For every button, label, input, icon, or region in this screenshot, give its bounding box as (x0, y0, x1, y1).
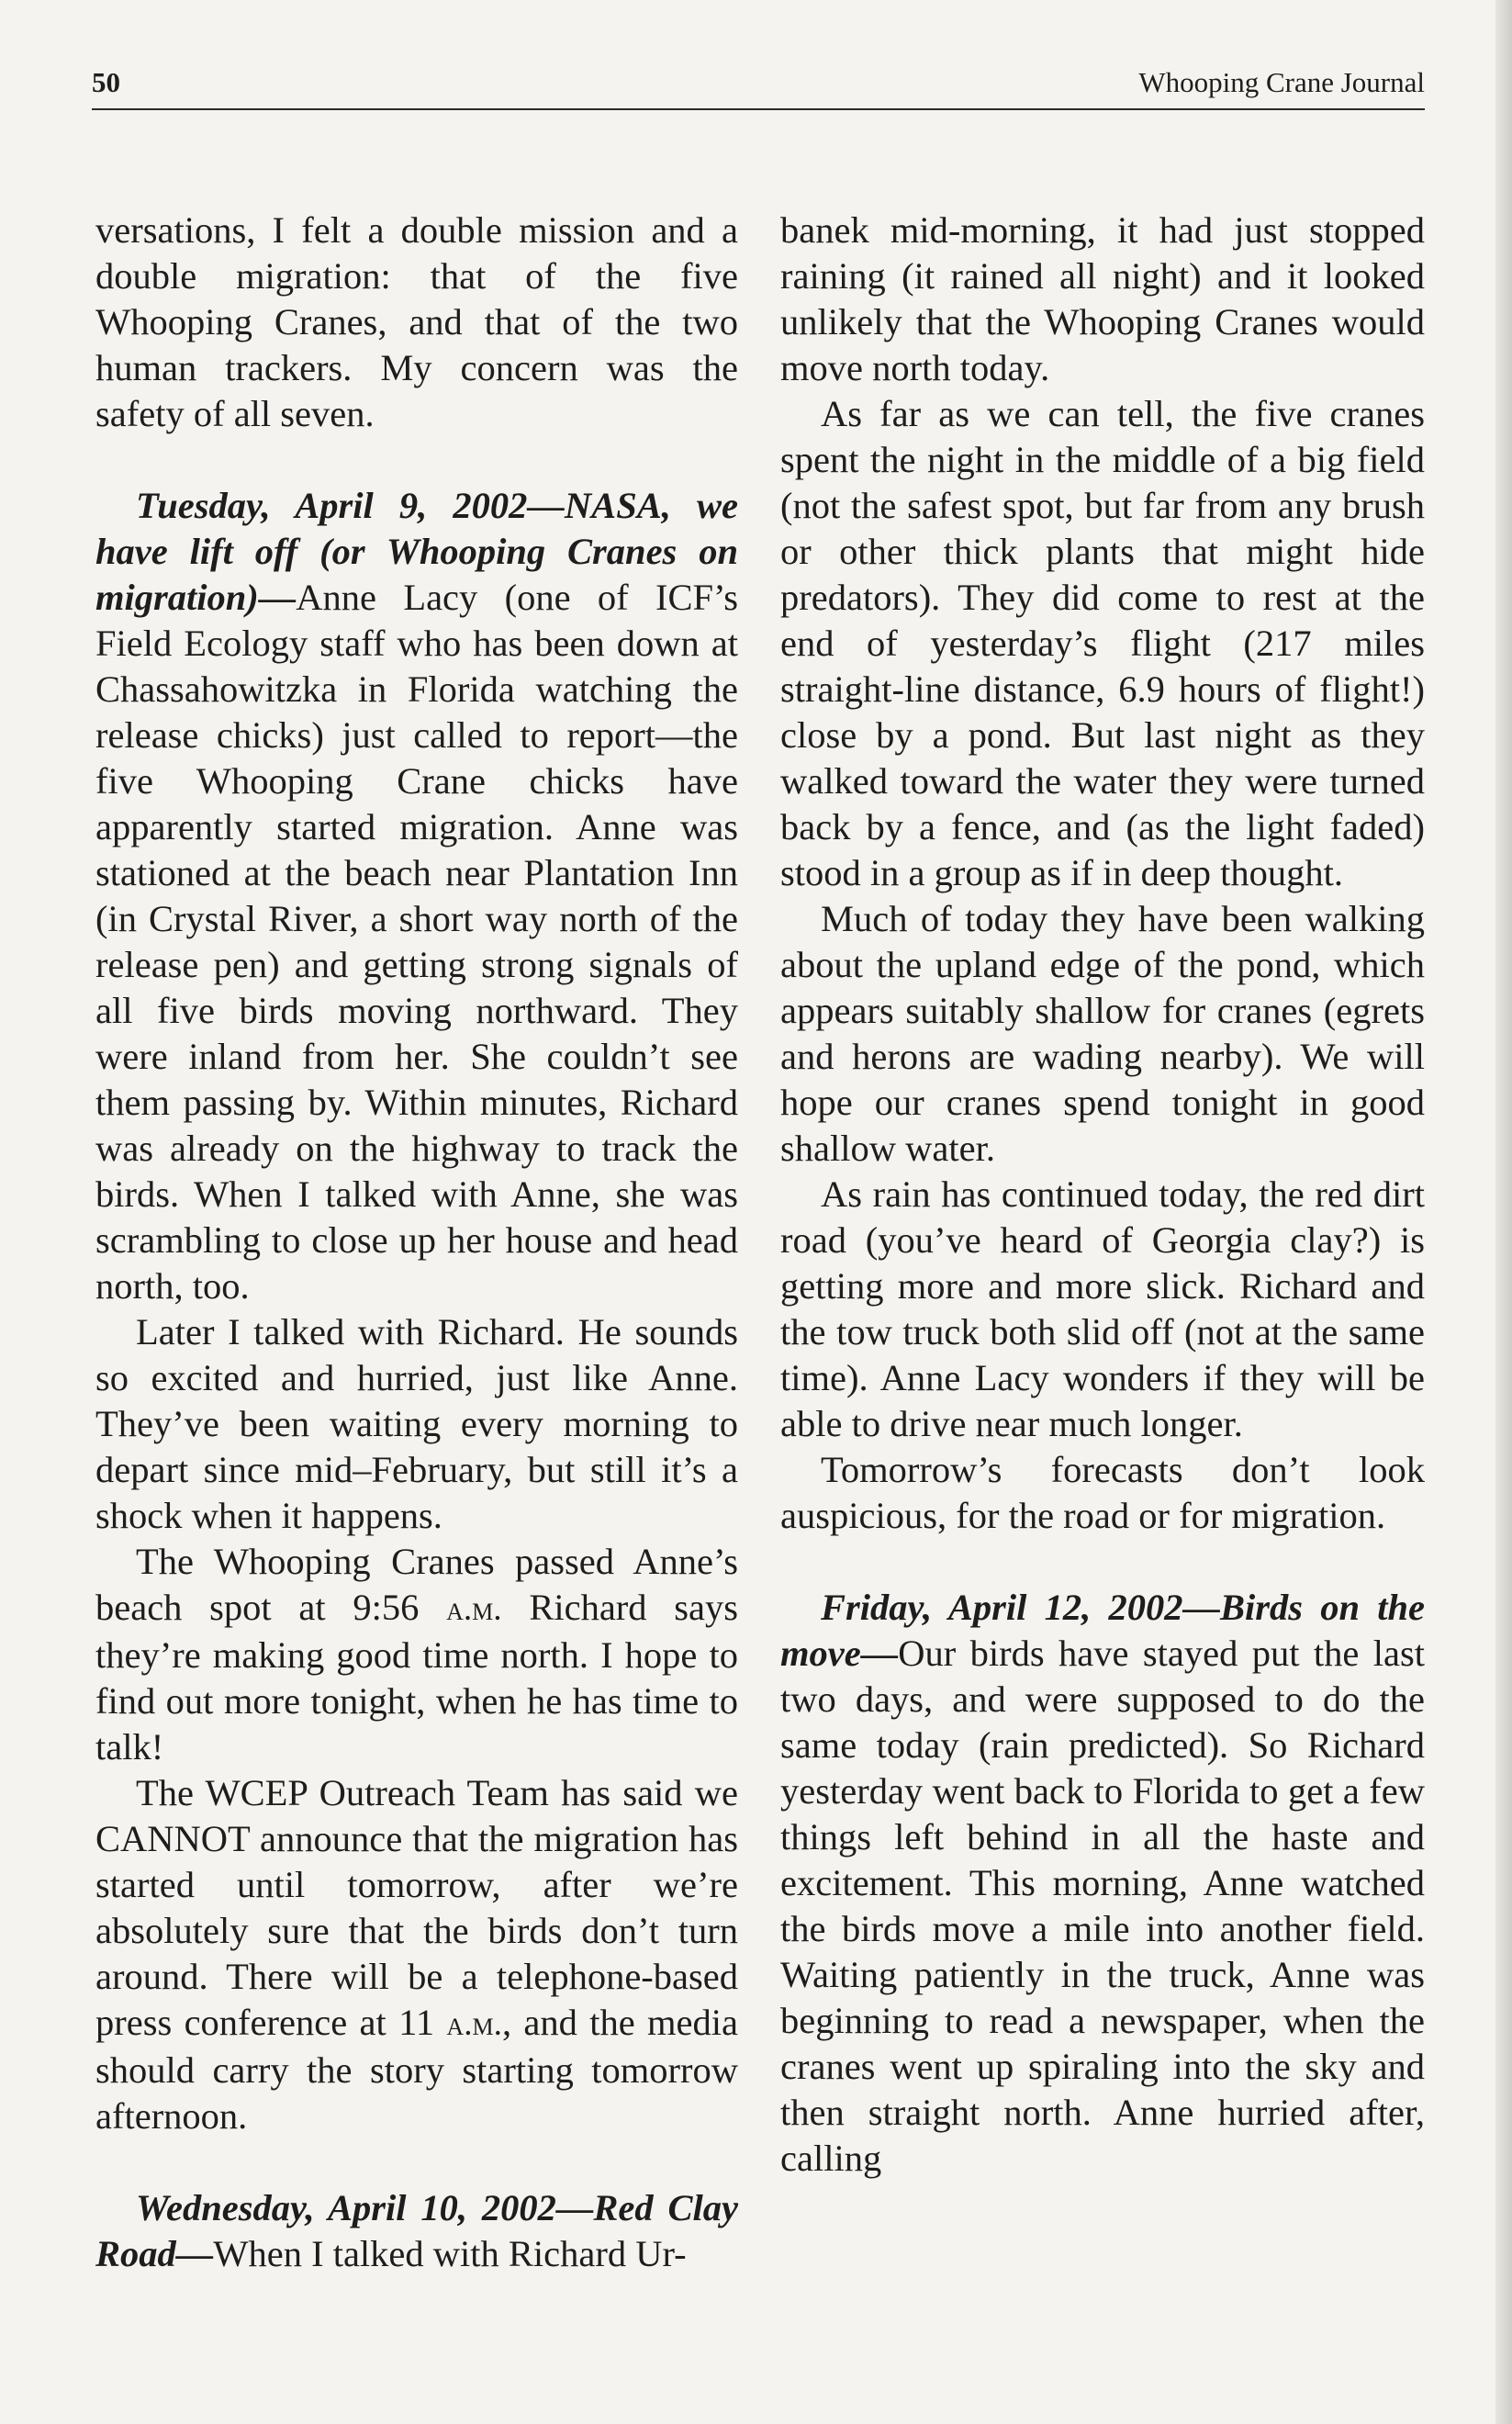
paragraph: As rain has continued today, the red dirt road (you’ve heard of Georgia clay?) is getting more and more slick. Richard and the tow truck both slid off (not at the same time). Anne Lacy wonders if they will be able to drive near much longer. (780, 1173, 1425, 1444)
entry-heading: Friday, April 12, 2002—Birds on the move— (780, 1587, 1425, 1674)
paragraph: As far as we can tell, the five cranes spent the night in the middle of a big field (not the safest spot, but far from any brush or other thick plants that might hide predators). They did come to rest at the end of yesterday’s flight (217 miles straight-line distance, 6.9 hours of flight!) close by a pond. But last night as they walked toward the water they were turned back by a fence, and (as the light faded) stood in a group as if in deep thought. (780, 393, 1425, 893)
page-number: 50 (92, 66, 120, 98)
paragraph: banek mid-morning, it had just stopped raining (it rained all night) and it looked unlikely that the Whooping Cranes would move north today. (780, 209, 1425, 388)
entry-heading: Wednesday, April 10, 2002—Red Clay Road— (95, 2187, 738, 2274)
paragraph: Tomorrow’s forecasts don’t look auspicious, for the road or for migration. (780, 1449, 1425, 1536)
spacer (95, 2139, 738, 2185)
text-run: The Whooping Cranes passed Anne’s beach spot at 9:56 (95, 1541, 738, 1628)
spacer (780, 1539, 1425, 1585)
entry-body: Our birds have stayed put the last two days, and were supposed to do the same today (rain predicted). So Richard yesterday went back to Florida to get a few things left behind in all the haste and excitement. This morning, Anne watched the birds move a mile into another field. Waiting patiently in the truck, Anne was beginning to read a newspaper, when the cranes went up spiraling into the sky and then straight north. Anne hurried after, calling (780, 1633, 1425, 2179)
running-title: Whooping Crane Journal (1138, 66, 1425, 98)
paragraph: versations, I felt a double mission and a double migration: that of the five Whooping Cranes, and that of the two human trackers. My concern was the safety of all seven. (95, 209, 738, 434)
time-marker: a.m. (446, 2005, 502, 2043)
paragraph: Much of today they have been walking about the upland edge of the pond, which appears suitably shallow for cranes (egrets and herons are wading nearby). We will hope our cranes spend tonight in good shallow water. (780, 898, 1425, 1169)
page-header (92, 66, 1425, 110)
page-spine-shadow (1495, 0, 1512, 2424)
journal-entry (95, 483, 738, 1309)
entry-heading: Tuesday, April 9, 2002—NASA, we have lift off (or Whooping Cranes on migration)— (95, 485, 738, 618)
journal-entry (780, 1585, 1425, 2182)
paragraph (95, 1770, 738, 2139)
paragraph: Later I talked with Richard. He sounds so excited and hurried, just like Anne. They’ve been waiting every morning to depart since mid–February, but still it’s a shock when it happens. (95, 1311, 738, 1536)
left-column (95, 208, 738, 2277)
text-run: Richard says they’re making good time north. I hope to find out more tonight, when he has time to talk! (95, 1587, 739, 1768)
paragraph (95, 1539, 738, 1770)
entry-body: Anne Lacy (one of ICF’s Field Ecology staff who has been down at Chassahowitzka in Florida watching the release chicks) just called to report—the five Whooping Crane chicks have apparently started migration. Anne was stationed at the beach near Plantation Inn (in Crystal River, a short way north of the release pen) and getting strong signals of all five birds moving northward. They were inland from her. She couldn’t see them passing by. Within minutes, Richard was already on the highway to track the birds. When I talked with Anne, she was scrambling to close up her house and head north, too. (95, 577, 738, 1307)
right-column (780, 208, 1425, 2182)
journal-entry (95, 2185, 738, 2277)
text-run: , and the media should carry the story starting tomorrow afternoon. (95, 2002, 738, 2137)
entry-body: When I talked with Richard Ur- (213, 2233, 687, 2274)
time-marker: a.m. (446, 1590, 502, 1628)
spacer (95, 437, 738, 483)
text-run: The WCEP Outreach Team has said we CANNOT announce that the migration has started until tomorrow, after we’re absolutely sure that the birds don’t turn around. There will be a telephone-based press conference at 11 (95, 1772, 738, 2043)
